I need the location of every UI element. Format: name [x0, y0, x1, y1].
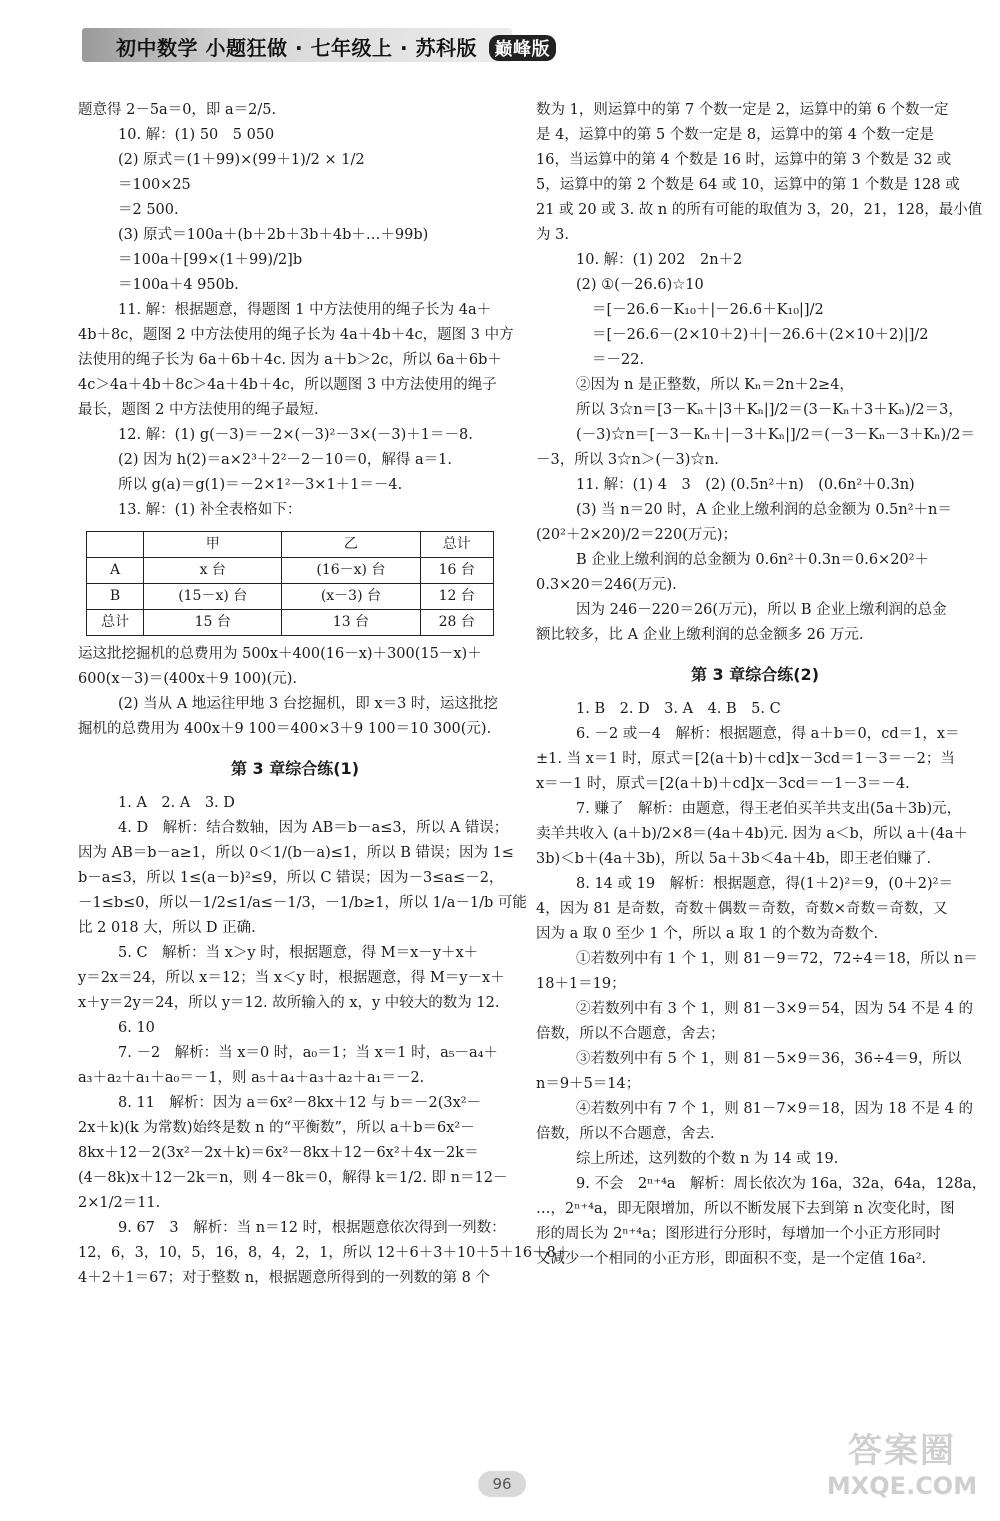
- text-line: 额比较多，比 A 企业上缴利润的总金额多 26 万元.: [536, 627, 864, 643]
- text-line: ＝2 500.: [118, 202, 179, 218]
- table-cell: 乙: [282, 532, 420, 558]
- text-line: 题意得 2－5a＝0，即 a＝2/5.: [78, 102, 277, 118]
- table-cell: 28 台: [420, 610, 494, 636]
- text-line: 是 4，运算中的第 5 个数一定是 8，运算中的第 4 个数一定是: [536, 127, 935, 143]
- edition-badge: 巅峰版: [489, 35, 557, 61]
- text-line: 最长，题图 2 中方法使用的绳子最短.: [78, 402, 319, 418]
- text-line: 5. C 解析：当 x＞y 时，根据题意，得 M＝x－y＋x＋: [118, 945, 479, 961]
- text-line: ②因为 n 是正整数，所以 Kₙ＝2n＋2≥4，: [576, 377, 854, 393]
- text-line: 2×1/2＝11.: [78, 1195, 161, 1211]
- text-line: 600(x－3)＝(400x＋9 100)(元).: [78, 671, 297, 687]
- text-line: 因为 AB＝b－a≥1，所以 0＜1/(b－a)≤1，所以 B 错误；因为 1≤: [78, 845, 514, 861]
- text-line: 0.3×20＝246(万元).: [536, 577, 677, 593]
- watermark-url: MXQE.COM: [826, 1472, 978, 1500]
- text-line: 6. －2 或－4 解析：根据题意，得 a＋b＝0，cd＝1，x＝: [576, 726, 960, 742]
- text-line: (－3)☆n＝[－3－Kₙ＋|－3＋Kₙ|]/2＝(－3－Kₙ－3＋Kₙ)/2＝: [576, 427, 975, 443]
- text-line: y＝2x＝24，所以 x＝12；当 x＜y 时，根据题意，得 M＝y－x＋: [78, 970, 505, 986]
- table-cell: x 台: [144, 558, 282, 584]
- left-column: [78, 98, 571, 1291]
- text-line: －1≤b≤0，所以－1/2≤1/a≤－1/3，－1/b≥1，所以 1/a－1/b 可能: [78, 895, 527, 911]
- text-line: 掘机的总费用为 400x＋9 100＝400×3＋9 100＝10 300(元).: [78, 721, 492, 737]
- watermark: [822, 1423, 982, 1513]
- text-line: 4b＋8c，题图 2 中方法使用的绳子长为 4a＋4b＋4c，题图 3 中方: [78, 327, 514, 343]
- answer-table: [86, 531, 494, 636]
- text-line: 比 2 018 大，所以 D 正确.: [78, 920, 256, 936]
- text-line: B 企业上缴利润的总金额为 0.6n²＋0.3n＝0.6×20²＋: [576, 552, 929, 568]
- text-line: 21 或 20 或 3. 故 n 的所有可能的取值为 3，20，21，128，最小值: [536, 202, 983, 218]
- text-line: 倍数，所以不合题意，舍去；: [536, 1026, 725, 1042]
- text-line: ③若数列中有 5 个 1，则 81－5×9＝36，36÷4＝9，所以: [576, 1051, 962, 1067]
- brand-label: 小题狂做: [205, 36, 288, 60]
- text-line: 13. 解：(1) 补全表格如下：: [118, 502, 302, 518]
- text-line: ＝[－26.6－(2×10＋2)＋|－26.6＋(2×10＋2)|]/2: [592, 327, 929, 343]
- text-line: 6. 10: [118, 1020, 155, 1036]
- table-cell: (16－x) 台: [282, 558, 420, 584]
- text-line: n＝9＋5＝14；: [536, 1076, 641, 1092]
- text-line: 倍数，所以不合题意，舍去.: [536, 1126, 715, 1142]
- text-line: 2x＋k)(k 为常数)始终是数 n 的“平衡数”，所以 a＋b＝6x²－: [78, 1120, 475, 1136]
- text-line: 因为 a 取 0 至少 1 个，所以 a 取 1 的个数为奇数个.: [536, 926, 879, 942]
- table-cell: 12 台: [420, 584, 494, 610]
- text-line: 4＋2＋1＝67；对于整数 n，根据题意所得到的一列数的第 8 个: [78, 1270, 491, 1286]
- text-line: 11. 解：(1) 4 3 (2) (0.5n²＋n) (0.6n²＋0.3n): [576, 477, 915, 493]
- text-line: 8kx＋12－2(3x²－2x＋k)＝6x²－8kx＋12－6x²＋4x－2k＝: [78, 1145, 479, 1161]
- text-line: 卖羊共收入 (a＋b)/2×8＝(4a＋4b)元. 因为 a＜b，所以 a＋(4a＋: [536, 826, 969, 842]
- text-line: (4－8k)x＋12－2k＝n，则 4－8k＝0，解得 k＝1/2. 即 n＝12－: [78, 1170, 508, 1186]
- text-line: 4. D 解析：结合数轴，因为 AB＝b－a≤3，所以 A 错误；: [118, 820, 509, 836]
- text-line: ＝100×25: [118, 177, 191, 193]
- text-line: 1. A 2. A 3. D: [118, 795, 235, 811]
- text-line: 3b)＜b＋(4a＋3b)，所以 5a＋3b＜4a＋4b，即王老伯赚了.: [536, 851, 932, 867]
- text-line: 所以 3☆n＝[3－Kₙ＋|3＋Kₙ|]/2＝(3－Kₙ＋3＋Kₙ)/2＝3，: [576, 402, 963, 418]
- table-cell: 15 台: [144, 610, 282, 636]
- table-row: [87, 584, 494, 610]
- table-row: [87, 558, 494, 584]
- table-header-row: [87, 532, 494, 558]
- text-line: x＝－1 时，原式＝[2(a＋b)＋cd]x－3cd＝－1－3＝－4.: [536, 776, 910, 792]
- text-line: 运这批挖掘机的总费用为 500x＋400(16－x)＋300(15－x)＋: [78, 646, 482, 662]
- text-line: 综上所述，这列数的个数 n 为 14 或 19.: [576, 1151, 839, 1167]
- text-line: 又减少一个相同的小正方形，即面积不变，是一个定值 16a².: [536, 1251, 927, 1267]
- text-line: ＝100a＋[99×(1＋99)/2]b: [118, 252, 303, 268]
- text-line: ④若数列中有 7 个 1，则 81－7×9＝18，因为 18 不是 4 的: [576, 1101, 973, 1117]
- text-line: ＝[－26.6－K₁₀＋|－26.6＋K₁₀|]/2: [592, 302, 824, 318]
- text-line: 因为 246－220＝26(万元)，所以 B 企业上缴利润的总金: [576, 602, 947, 618]
- text-line: x＋y＝2y＝24，所以 y＝12. 故所输入的 x，y 中较大的数为 12.: [78, 995, 500, 1011]
- text-line: 5，运算中的第 2 个数是 64 或 10，运算中的第 1 个数是 128 或: [536, 177, 960, 193]
- text-line: 为 3.: [536, 227, 569, 243]
- table-cell: (15－x) 台: [144, 584, 282, 610]
- table-cell: 总计: [87, 610, 144, 636]
- watermark-logo: 答案圈: [848, 1431, 956, 1471]
- text-line: (2) 当从 A 地运往甲地 3 台挖掘机，即 x＝3 时，运这批挖: [118, 696, 498, 712]
- text-line: a₃＋a₂＋a₁＋a₀＝－1，则 a₅＋a₄＋a₃＋a₂＋a₁＝－2.: [78, 1070, 425, 1086]
- text-line: (2) 因为 h(2)＝a×2³＋2²－2－10＝0，解得 a＝1.: [118, 452, 452, 468]
- text-line: (2) 原式＝(1＋99)×(99＋1)/2 × 1/2: [118, 152, 365, 168]
- text-line: ②若数列中有 3 个 1，则 81－3×9＝54，因为 54 不是 4 的: [576, 1001, 973, 1017]
- table-cell: 甲: [144, 532, 282, 558]
- text-line: 数为 1，则运算中的第 7 个数一定是 2，运算中的第 6 个数一定: [536, 102, 949, 118]
- text-line: 10. 解：(1) 50 5 050: [118, 127, 275, 143]
- text-line: 4，因为 81 是奇数，奇数＋偶数＝奇数，奇数×奇数＝奇数，又: [536, 901, 948, 917]
- text-line: 8. 14 或 19 解析：根据题意，得(1＋2)²＝9，(0＋2)²＝: [576, 876, 953, 892]
- text-line: 4c＞4a＋4b＋8c＞4a＋4b＋4c，所以题图 3 中方法使用的绳子: [78, 377, 497, 393]
- text-line: (2) ①(－26.6)☆10: [576, 277, 704, 293]
- text-line: ±1. 当 x＝1 时，原式＝[2(a＋b)＋cd]x－3cd＝1－3＝－2；当: [536, 751, 955, 767]
- text-line: ＝100a＋4 950b.: [118, 277, 239, 293]
- text-line: 形的周长为 2ⁿ⁺⁴a；图形进行分形时，每增加一个小正方形同时: [536, 1226, 941, 1242]
- text-line: 9. 不会 2ⁿ⁺⁴a 解析：周长依次为 16a，32a，64a，128a，: [576, 1176, 987, 1192]
- table-cell: A: [87, 558, 144, 584]
- text-line: 10. 解：(1) 202 2n＋2: [576, 252, 743, 268]
- text-line: …，2ⁿ⁺⁴a，即无限增加，所以不断发展下去到第 n 次变化时，图: [536, 1201, 955, 1217]
- text-line: 8. 11 解析：因为 a＝6x²－8kx＋12 与 b＝－2(3x²－: [118, 1095, 482, 1111]
- section-title: 第 3 章综合练(2): [690, 665, 820, 684]
- table-cell: [87, 532, 144, 558]
- table-cell: B: [87, 584, 144, 610]
- text-line: 法使用的绳子长为 6a＋6b＋4c. 因为 a＋b＞2c，所以 6a＋6b＋: [78, 352, 502, 368]
- table-row: [87, 610, 494, 636]
- text-line: 12. 解：(1) g(－3)＝－2×(－3)²－3×(－3)＋1＝－8.: [118, 427, 473, 443]
- section-title: 第 3 章综合练(1): [230, 759, 360, 778]
- text-line: (20²＋2×20)/2＝220(万元)；: [536, 527, 738, 543]
- text-line: 18＋1＝19；: [536, 976, 626, 992]
- text-line: ＝－22.: [592, 352, 645, 368]
- subject-label: 初中数学: [116, 36, 198, 60]
- text-line: 所以 g(a)＝g(1)＝－2×1²－3×1＋1＝－4.: [118, 477, 403, 493]
- text-line: 7. －2 解析：当 x＝0 时，a₀＝1；当 x＝1 时，a₅－a₄＋: [118, 1045, 499, 1061]
- page-header: [72, 14, 550, 84]
- text-line: (3) 原式＝100a＋(b＋2b＋3b＋4b＋…＋99b): [118, 227, 429, 243]
- text-line: 11. 解：根据题意，得题图 1 中方法使用的绳子长为 4a＋: [118, 302, 492, 318]
- table-cell: 总计: [420, 532, 494, 558]
- text-line: 1. B 2. D 3. A 4. B 5. C: [576, 701, 781, 717]
- text-line: (3) 当 n＝20 时，A 企业上缴利润的总金额为 0.5n²＋n＝: [576, 502, 952, 518]
- right-column: [536, 98, 987, 1272]
- text-line: ①若数列中有 1 个 1，则 81－9＝72，72÷4＝18，所以 n＝: [576, 951, 978, 967]
- table-cell: 16 台: [420, 558, 494, 584]
- text-line: 12，6，3，10，5，16，8，4，2，1，所以 12＋6＋3＋10＋5＋16＋8＋: [78, 1245, 571, 1261]
- page-number: 96: [478, 1471, 526, 1497]
- text-line: 9. 67 3 解析：当 n＝12 时，根据题意依次得到一列数：: [118, 1220, 506, 1236]
- table-cell: 13 台: [282, 610, 420, 636]
- grade-label: · 七年级上 · 苏科版: [294, 36, 478, 60]
- table-cell: (x－3) 台: [282, 584, 420, 610]
- text-line: 7. 赚了 解析：由题意，得王老伯买羊共支出(5a＋3b)元，: [576, 801, 962, 817]
- text-line: b－a≤3，所以 1≤(a－b)²≤9，所以 C 错误；因为－3≤a≤－2，: [78, 870, 504, 886]
- book-title: [116, 32, 556, 61]
- text-line: 16，当运算中的第 4 个数是 16 时，运算中的第 3 个数是 32 或: [536, 152, 952, 168]
- text-line: －3，所以 3☆n＞(－3)☆n.: [536, 452, 719, 468]
